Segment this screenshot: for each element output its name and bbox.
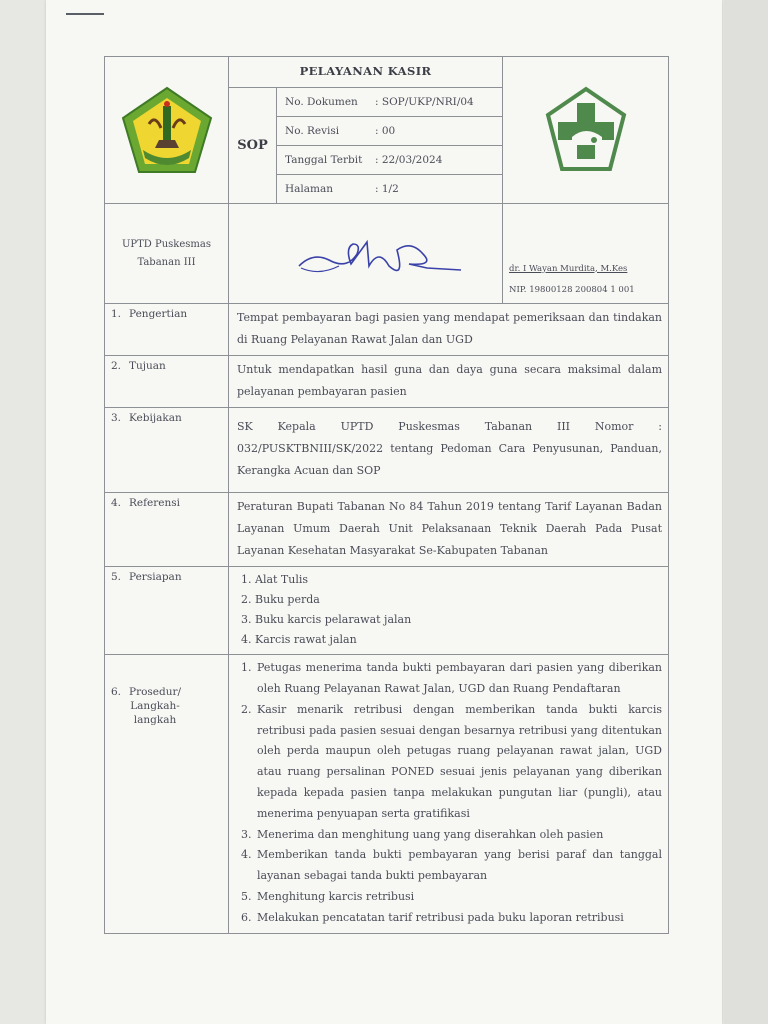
puskesmas-logo-cell (503, 57, 669, 204)
meta-revision: No. Revisi : 00 (277, 117, 503, 146)
procedure-step: 5. Menghitung karcis retribusi (255, 887, 662, 908)
signature-cell (229, 204, 503, 304)
list-item: 4. Karcis rawat jalan (255, 630, 662, 650)
section-text-tujuan: Untuk mendapatkan hasil guna dan daya guna secara maksimal dalam pelayanan pembayaran pasien (229, 356, 669, 408)
section-text-referensi: Peraturan Bupati Tabanan No 84 Tahun 2019 tentang Tarif Layanan Badan Layanan Umum Daerah Unit Pelaksanaan Teknik Daerah Pada Pusat Layanan Kesehatan Masyarakat Se-Kabupaten Tabanan (229, 493, 669, 567)
meta-document-number: No. Dokumen : SOP/UKP/NRI/04 (277, 88, 503, 117)
section-label-referensi: 4. Referensi (105, 493, 229, 567)
section-label-tujuan: 2. Tujuan (105, 356, 229, 408)
puskesmas-cross-icon (544, 85, 628, 175)
sop-label: SOP (229, 88, 277, 204)
procedure-step: 6. Melakukan pencatatan tarif retribusi pada buku laporan retribusi (255, 908, 662, 929)
procedure-step: 2. Kasir menarik retribusi dengan memberikan tanda bukti karcis retribusi pada pasien sesuai dengan besarnya retribusi yang ditentukan oleh perda maupun oleh petugas ruang pelayanan rawat jalan, UGD atau ruang persalinan PONED sesuai jenis pelayanan yang diberikan kepada kepada pasien tanpa melakukan pungutan liar (pungli), atau menerima penyuapan serta gratifikasi (255, 700, 662, 825)
list-item: 1. Alat Tulis (255, 570, 662, 590)
scan-mark (66, 13, 104, 15)
list-item: 3. Buku karcis pelarawat jalan (255, 610, 662, 630)
head-nip: NIP. 19800128 200804 1 001 (509, 284, 635, 295)
section-text-pengertian: Tempat pembayaran bagi pasien yang mendapat pemeriksaan dan tindakan di Ruang Pelayanan Rawat Jalan dan UGD (229, 304, 669, 356)
procedure-step: 4. Memberikan tanda bukti pembayaran yang berisi paraf dan tanggal layanan sebagai tanda bukti pembayaran (255, 845, 662, 887)
document-title: PELAYANAN KASIR (229, 57, 503, 88)
unit-name: UPTD Puskesmas Tabanan III (105, 204, 229, 304)
head-name: dr. I Wayan Murdita, M.Kes (509, 263, 628, 274)
meta-page: Halaman : 1/2 (277, 175, 503, 204)
section-steps-prosedur (229, 655, 669, 933)
head-of-unit (503, 204, 669, 304)
section-label-kebijakan: 3. Kebijakan (105, 408, 229, 493)
section-label-pengertian: 1. Pengertian (105, 304, 229, 356)
meta-issue-date: Tanggal Terbit : 22/03/2024 (277, 146, 503, 175)
section-list-persiapan (229, 567, 669, 655)
tabanan-regency-emblem-icon (119, 84, 215, 176)
section-text-kebijakan: SK Kepala UPTD Puskesmas Tabanan III Nomor : 032/PUSKTBNIII/SK/2022 tentang Pedoman Cara Penyusunan, Panduan, Kerangka Acuan dan SOP (229, 408, 669, 493)
list-item: 2. Buku perda (255, 590, 662, 610)
procedure-step: 1. Petugas menerima tanda bukti pembayaran dari pasien yang diberikan oleh Ruang Pelayanan Rawat Jalan, UGD dan Ruang Pendaftaran (255, 658, 662, 700)
section-label-persiapan: 5. Persiapan (105, 567, 229, 655)
handwritten-signature (229, 204, 503, 300)
page-edge (724, 0, 768, 1024)
section-label-prosedur: 6. Prosedur/ Langkah- langkah (105, 655, 229, 933)
sop-table (104, 56, 669, 934)
procedure-step: 3. Menerima dan menghitung uang yang diserahkan oleh pasien (255, 825, 662, 846)
regency-logo-cell (105, 57, 229, 204)
